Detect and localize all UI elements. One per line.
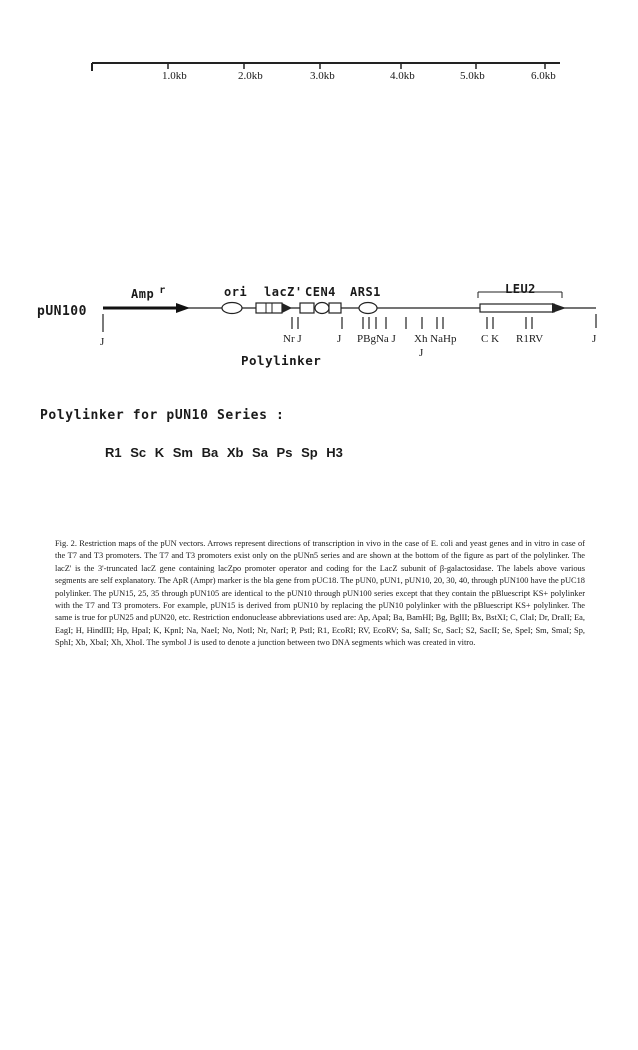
scale-label-1kb: 1.0kb: [162, 70, 187, 82]
site-label-j-left: J: [100, 336, 105, 348]
polylinker-sites: R1 Sc K Sm Ba Xb Sa Ps Sp H3: [105, 445, 343, 460]
scale-bar-graphic: [0, 0, 638, 100]
amp-superscript: r: [159, 285, 166, 296]
lacz-arrowhead: [282, 303, 292, 313]
cen4-box-left: [300, 303, 314, 313]
cen4-ellipse: [315, 303, 329, 314]
gene-label-lacz: lacZ': [264, 285, 303, 299]
site-label-ck: C K: [481, 333, 500, 345]
scale-label-5kb: 5.0kb: [460, 70, 485, 82]
vector-name: pUN100: [37, 304, 87, 319]
amp-arrowhead: [176, 303, 190, 313]
scale-label-2kb: 2.0kb: [238, 70, 263, 82]
site-label-pbgna-j: PBgNa J: [357, 333, 396, 345]
caption-text: Fig. 2. Restriction maps of the pUN vectors. Arrows represent directions of transcription in vivo in the case of E. coli and yeast genes and in vitro in case of the T7 and T3 promoters. The T7 and T3 promoters exist only on the pUNn5 series and are shown at the bottom of the figure as part of the polylinker. The lacZ' is the 3'-truncated lacZ gene containing lacZpo promoter operator and coding for the LacZ subunit of β-galactosidase. The labels above various segments are self explanatory. The ApR (Ampr) marker is the bla gene from pUC18. The pUN0, pUN1, pUN10, 20, 30, 40, through pUN100 have the pUC18 polylinker. The pUN15, 25, 35 through pUN105 are identical to the pUN10 through pUN100 series except that they contain the pBluescript KS+ polylinker with the T7 and T3 promoters. For example, pUN15 is derived from pUN10 by replacing the pUN10 polylinker with the pBluescript KS+ polylinker. The same is true for pUN25 and pUN20, etc. Restriction endonuclease abbreviations used are: Ap, ApaI; Ba, BamHI; Bg, BglII; Bx, BstXI; C, ClaI; Dr, DraII; Ea, EagI; H, HindIII; Hp, HpaI; K, KpnI; Na, NaeI; No, NotI; Nr, NarI; P, PstI; R1, EcoRI; RV, EcoRV; Sa, SalI; Sc, SacI; S2, SacII; Se, SpeI; Sm, SmaI; Sp, SphI; Xb, XbaI; Xh, XhoI. The symbol J is used to denote a junction between two DNA segments which was created in vitro.: [55, 539, 585, 648]
amp-text: Amp: [131, 287, 155, 301]
site-label-j-mid: J: [337, 333, 342, 345]
scale-label-4kb: 4.0kb: [390, 70, 415, 82]
lacz-box: [256, 303, 282, 313]
gene-label-cen4: CEN4: [305, 285, 336, 299]
cen4-box-right: [329, 303, 341, 313]
site-label-j-below: J: [419, 347, 424, 359]
leu2-box: [480, 304, 554, 312]
ori-ellipse: [222, 303, 242, 314]
polylinker-label: Polylinker: [241, 353, 322, 368]
scale-label-6kb: 6.0kb: [531, 70, 556, 82]
site-label-xh-nahp: Xh NaHp: [414, 333, 457, 345]
site-label-nrj: Nr J: [283, 333, 302, 345]
gene-label-ori: ori: [224, 285, 248, 299]
site-label-r1rv: R1RV: [516, 333, 544, 345]
scale-label-3kb: 3.0kb: [310, 70, 335, 82]
site-label-j-right: J: [592, 333, 597, 345]
ars1-ellipse: [359, 303, 377, 314]
polylinker-heading: Polylinker for pUN10 Series :: [40, 408, 285, 423]
gene-label-ars1: ARS1: [350, 285, 381, 299]
figure-caption: [55, 538, 585, 650]
leu2-arrowhead: [552, 303, 566, 313]
scale-bar: [0, 0, 638, 100]
gene-label-leu2: LEU2: [505, 282, 536, 296]
restriction-map: [0, 270, 638, 390]
gene-label-amp: [131, 285, 166, 301]
